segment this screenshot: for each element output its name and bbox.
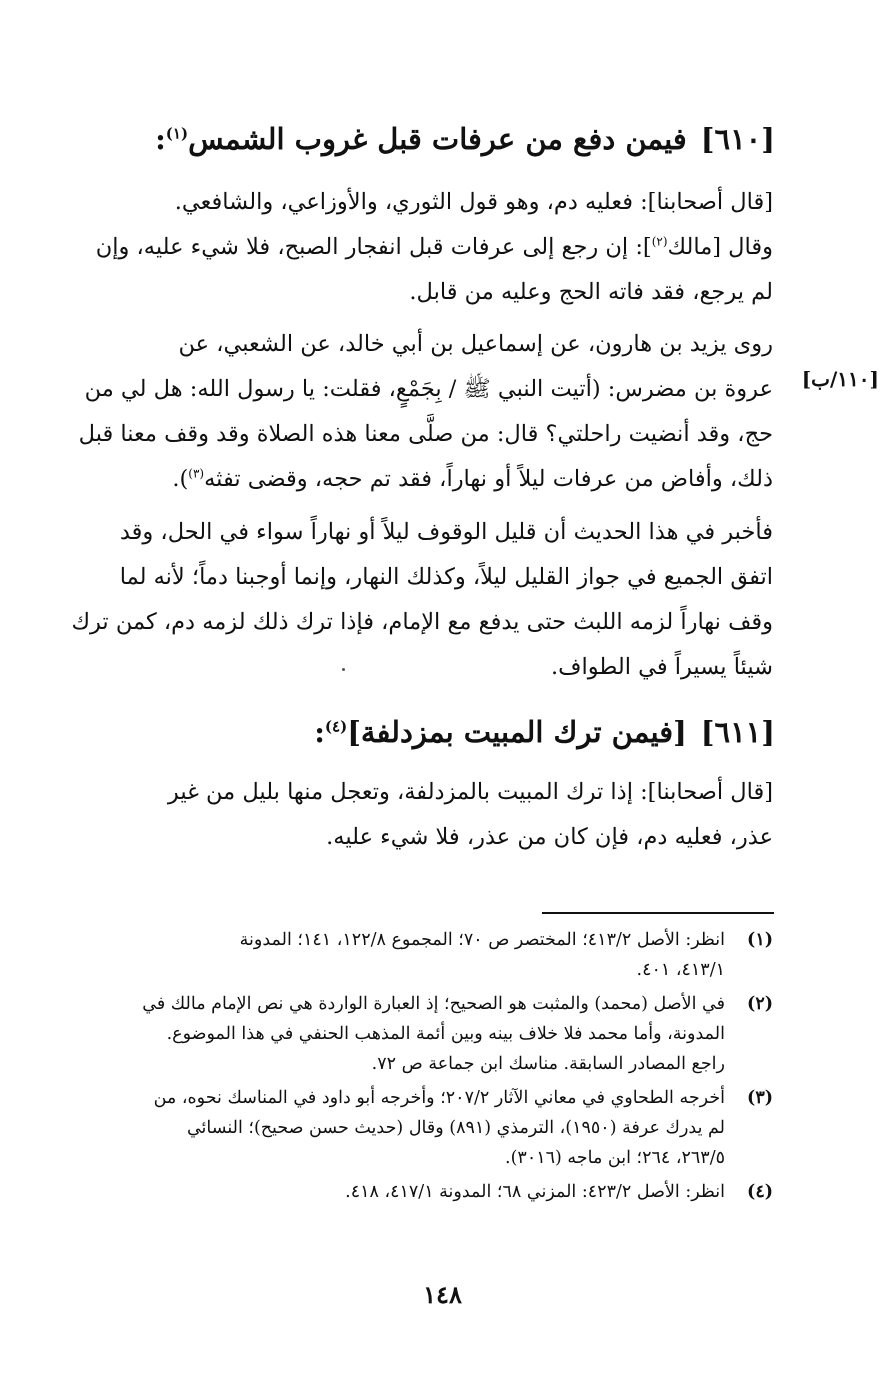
text-line: فأخبر في هذا الحديث أن قليل الوقوف ليلاً أو نهاراً سواء في الحل، وقد <box>119 519 773 545</box>
footnote-number: (١) <box>747 930 773 950</box>
footnote-2 <box>3 989 773 1079</box>
text-line: وقف نهاراً لزمه اللبث حتى يدفع مع الإمام، فإذا ترك ذلك لزمه دم، كمن ترك <box>71 609 773 635</box>
paragraph-4 <box>18 770 773 860</box>
footnote-ref[interactable]: (٣) <box>188 466 205 481</box>
footnote-line: المدونة، وأما محمد فلا خلاف بينه وبين أئمة المذهب الحنفي في هذا الموضوع. <box>166 1024 725 1044</box>
footnote-line: انظر: الأصل ٤٢٣/٢: المزني ٦٨؛ المدونة ٤١٧/١، ٤١٨. <box>345 1182 725 1202</box>
page-number: ١٤٨ <box>423 1280 462 1309</box>
footnote-ref[interactable]: (١) <box>165 124 189 143</box>
footnote-number: (٤) <box>747 1182 773 1202</box>
section-number: [٦١١] <box>700 715 775 749</box>
footnote-1 <box>3 925 773 985</box>
section-number: [٦١٠] <box>700 122 775 156</box>
text-line: اتفق الجميع في جواز القليل ليلاً، وكذلك النهار، وإنما أوجبنا دماً؛ لأنه لما <box>119 564 773 590</box>
section-heading-611 <box>314 715 775 749</box>
heading-colon: : <box>155 122 166 156</box>
manuscript-folio-marker: [١١٠/ب] <box>801 367 879 391</box>
text-run: ذلك، وأفاض من عرفات ليلاً أو نهاراً، فقد تم حجه، وقضى تفثه <box>204 466 773 492</box>
footnote-number: (٣) <box>747 1088 773 1108</box>
text-line <box>18 457 773 502</box>
text-line: عروة بن مضرس: (أتيت النبي ﷺ / بِجَمْعٍ، فقلت: يا رسول الله: هل لي من <box>84 376 773 402</box>
text-line: لم يرجع، فقد فاته الحج وعليه من قابل. <box>409 279 773 305</box>
print-speck <box>342 668 345 671</box>
section-title: [فيمن ترك المبيت بمزدلفة] <box>347 715 687 749</box>
section-heading-610 <box>155 122 775 156</box>
footnote-4 <box>3 1177 773 1207</box>
heading-colon: : <box>314 715 325 749</box>
footnote-line: راجع المصادر السابقة. مناسك ابن جماعة ص ٧٢. <box>371 1054 725 1074</box>
text-line: عذر، فعليه دم، فإن كان من عذر، فلا شيء عليه. <box>326 824 773 850</box>
paragraph-3 <box>18 510 773 690</box>
text-run: ). <box>172 466 189 492</box>
text-line: [قال أصحابنا]: فعليه دم، وهو قول الثوري، والأوزاعي، والشافعي. <box>174 189 773 215</box>
footnote-ref[interactable]: (٢) <box>651 234 668 249</box>
footnote-line: انظر: الأصل ٤١٣/٢؛ المختصر ص ٧٠؛ المجموع ١٢٢/٨، ١٤١؛ المدونة <box>239 930 725 950</box>
text-line <box>18 225 773 270</box>
text-line: حج، وقد أنضيت راحلتي؟ قال: من صلَّى معنا هذه الصلاة وقد وقف معنا قبل <box>78 421 773 447</box>
text-line: روى يزيد بن هارون، عن إسماعيل بن أبي خالد، عن الشعبي، عن <box>178 331 773 357</box>
footnote-line: ٢٦٣/٥، ٢٦٤؛ ابن ماجه (٣٠١٦). <box>505 1148 725 1168</box>
text-line: [قال أصحابنا]: إذا ترك المبيت بالمزدلفة، وتعجل منها بليل من غير <box>167 779 773 805</box>
footnote-separator <box>542 912 774 914</box>
paragraph-1 <box>18 180 773 315</box>
text-line: شيئاً يسيراً في الطواف. <box>551 654 773 680</box>
text-run: وقال [مالك <box>667 234 773 260</box>
footnote-line: أخرجه الطحاوي في معاني الآثار ٢٠٧/٢؛ وأخرجه أبو داود في المناسك نحوه، من <box>153 1088 725 1108</box>
text-run: ]: إن رجع إلى عرفات قبل انفجار الصبح، فلا شيء عليه، وإن <box>95 234 652 260</box>
footnote-line: ٤١٣/١، ٤٠١. <box>636 960 725 980</box>
footnote-number: (٢) <box>747 994 773 1014</box>
footnote-3 <box>3 1083 773 1173</box>
footnote-ref[interactable]: (٤) <box>324 717 348 736</box>
paragraph-2 <box>18 322 773 502</box>
footnote-line: في الأصل (محمد) والمثبت هو الصحيح؛ إذ العبارة الواردة هي نص الإمام مالك في <box>142 994 725 1014</box>
footnote-line: لم يدرك عرفة (١٩٥٠)، الترمذي (٨٩١) وقال (حديث حسن صحيح)؛ النسائي <box>186 1118 725 1138</box>
footnotes <box>3 925 773 1211</box>
section-title: فيمن دفع من عرفات قبل غروب الشمس <box>188 122 687 156</box>
